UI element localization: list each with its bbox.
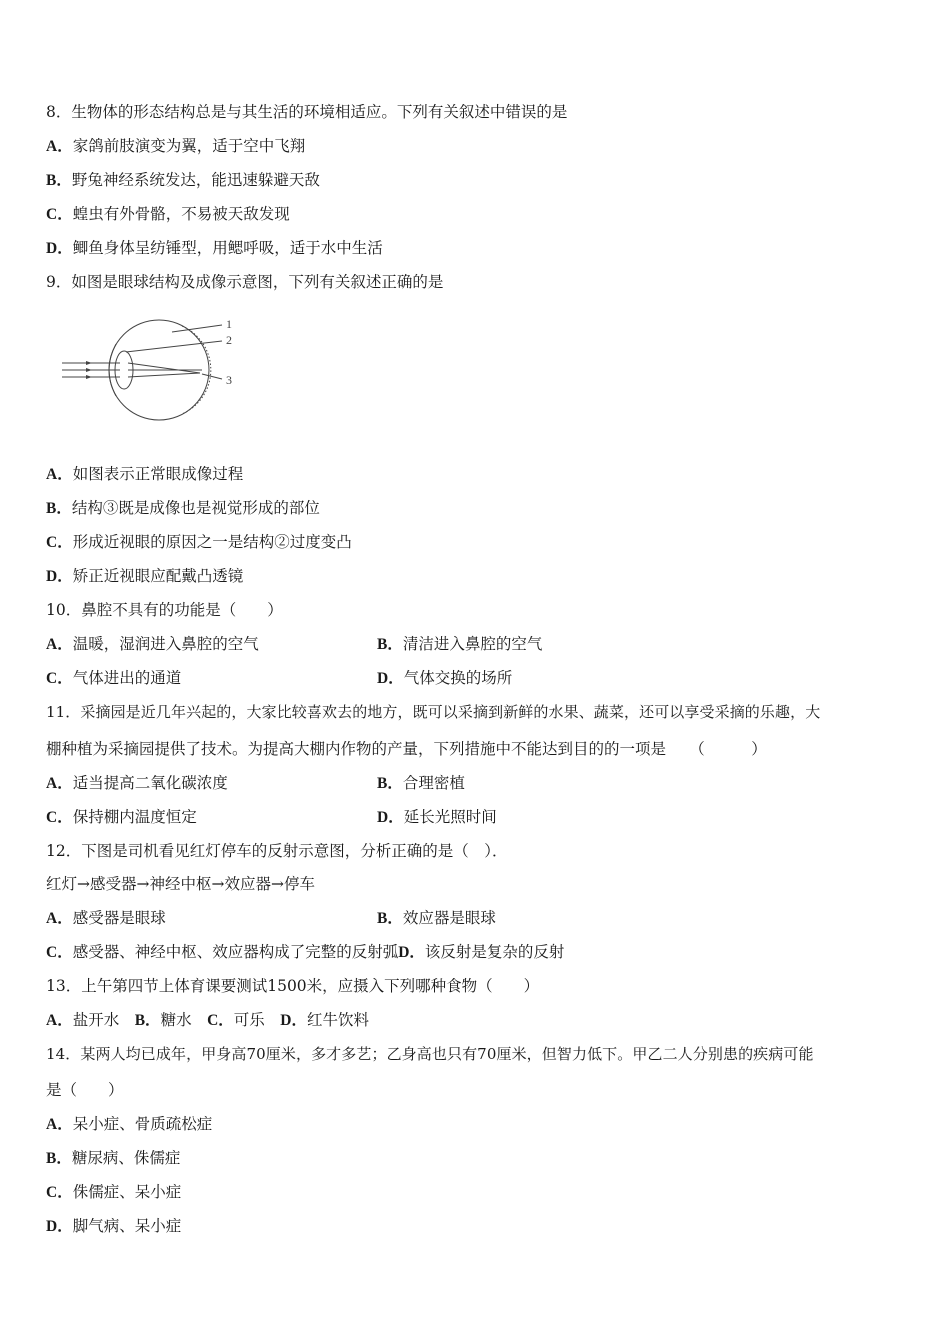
q8-option-a [46, 136, 305, 157]
option-text: 气体交换的场所 [403, 669, 513, 687]
option-text: 鲫鱼身体呈纺锤型，用鳃呼吸，适于水中生活 [72, 239, 383, 257]
figure-label-1: 1 [226, 317, 232, 331]
option-text: 气体进出的通道 [72, 669, 182, 687]
option-letter: C． [46, 1184, 73, 1201]
arrow-head [86, 368, 92, 372]
q9-option-b [46, 498, 320, 519]
option-text: 盐开水 [72, 1011, 135, 1029]
option-letter: D． [377, 809, 404, 826]
eye-diagram-figure [62, 312, 252, 424]
option-text: 保持棚内温度恒定 [72, 808, 197, 826]
option-letter: A． [46, 1116, 73, 1133]
q8-stem: 8．生物体的形态结构总是与其生活的环境相适应。下列有关叙述中错误的是 [46, 103, 568, 121]
option-text: 温暖，湿润进入鼻腔的空气 [72, 635, 259, 653]
option-letter: A． [46, 138, 73, 155]
option-text: 该反射是复杂的反射 [424, 943, 565, 961]
q10-option-a [46, 634, 259, 655]
option-letter: C． [46, 809, 73, 826]
option-letter: C． [46, 206, 73, 223]
option-text: 糖水 [160, 1011, 208, 1029]
option-letter: D． [46, 1218, 73, 1235]
option-letter: D． [46, 568, 73, 585]
option-letter: B． [377, 775, 403, 792]
figure-label-2: 2 [226, 333, 232, 347]
q9-option-a [46, 464, 243, 485]
q11-option-b [377, 773, 465, 794]
option-text: 呆小症、骨质疏松症 [72, 1115, 213, 1133]
option-letter: C． [46, 944, 73, 961]
converging-ray-bottom [128, 373, 200, 377]
option-text: 适当提高二氧化碳浓度 [72, 774, 228, 792]
q14-option-c [46, 1182, 181, 1203]
option-letter: A． [46, 466, 73, 483]
option-letter: D． [280, 1012, 307, 1029]
q12-option-b [377, 908, 496, 929]
q8-option-d [46, 238, 383, 259]
arrow-head [86, 361, 92, 365]
option-letter: D． [398, 944, 425, 961]
option-text: 野兔神经系统发达，能迅速躲避天敌 [71, 171, 320, 189]
option-letter: C． [46, 670, 73, 687]
leader-line-3 [202, 374, 222, 379]
option-text: 感受器、神经中枢、效应器构成了完整的反射弧 [72, 943, 399, 961]
option-letter: D． [46, 240, 73, 257]
option-text: 家鸽前肢演变为翼，适于空中飞翔 [72, 137, 306, 155]
option-letter: B． [46, 500, 72, 517]
q11-option-d [377, 807, 497, 828]
q10-option-d [377, 668, 512, 689]
option-letter: B． [134, 1012, 161, 1029]
option-text: 侏儒症、呆小症 [72, 1183, 182, 1201]
option-text: 延长光照时间 [403, 808, 497, 826]
option-letter: A． [46, 1012, 73, 1029]
q12-option-a [46, 908, 166, 929]
leader-line-1 [172, 325, 222, 332]
option-letter: A． [46, 910, 73, 927]
q14-option-d [46, 1216, 181, 1237]
q9-option-d [46, 566, 243, 587]
option-letter: B． [46, 172, 72, 189]
option-text: 清洁进入鼻腔的空气 [402, 635, 543, 653]
q8-option-b [46, 170, 320, 191]
q13-stem: 13．上午第四节上体育课要测试1500米，应摄入下列哪种食物（ ） [46, 977, 540, 995]
q14-stem-line1: 14．某两人均已成年，甲身高70厘米，多才多艺；乙身高也只有70厘米，但智力低下。甲乙二人分别患的疾病可能 [46, 1045, 814, 1063]
option-text: 矫正近视眼应配戴凸透镜 [72, 567, 244, 585]
option-text: 感受器是眼球 [72, 909, 166, 927]
q14-option-a [46, 1114, 212, 1135]
option-text: 形成近视眼的原因之一是结构②过度变凸 [72, 533, 352, 551]
q12-stem: 12．下图是司机看见红灯停车的反射示意图，分析正确的是（ ）． [46, 842, 508, 860]
q10-stem: 10．鼻腔不具有的功能是（ ） [46, 601, 283, 619]
figure-label-3: 3 [226, 373, 232, 387]
q11-stem-line1: 11．采摘园是近几年兴起的，大家比较喜欢去的地方，既可以采摘到新鲜的水果、蔬菜，还可以享受采摘的乐趣，大 [46, 703, 821, 721]
q9-stem: 9．如图是眼球结构及成像示意图，下列有关叙述正确的是 [46, 273, 444, 291]
q14-option-b [46, 1148, 180, 1169]
option-letter: A． [46, 636, 73, 653]
option-letter: B． [377, 636, 403, 653]
arrow-head [86, 375, 92, 379]
q11-stem-line2: 棚种植为采摘园提供了技术。为提高大棚内作物的产量，下列措施中不能达到目的的一项是 （ ） [46, 740, 767, 758]
option-letter: B． [46, 1150, 72, 1167]
option-text: 脚气病、呆小症 [72, 1217, 182, 1235]
leader-line-2 [126, 341, 222, 352]
option-letter: D． [377, 670, 404, 687]
option-text: 效应器是眼球 [402, 909, 496, 927]
option-text: 糖尿病、侏儒症 [71, 1149, 181, 1167]
option-text: 可乐 [233, 1011, 281, 1029]
q13-options-row [46, 1010, 369, 1031]
option-text: 红牛饮料 [307, 1011, 370, 1029]
option-text: 结构③既是成像也是视觉形成的部位 [71, 499, 320, 517]
q10-option-b [377, 634, 542, 655]
q10-option-c [46, 668, 181, 689]
q11-option-c [46, 807, 197, 828]
option-letter: B． [377, 910, 403, 927]
option-text: 蝗虫有外骨骼，不易被天敌发现 [72, 205, 290, 223]
option-letter: A． [46, 775, 73, 792]
q12-option-cd-row [46, 942, 564, 963]
option-text: 如图表示正常眼成像过程 [72, 465, 244, 483]
q14-stem-line2: 是（ ） [46, 1081, 124, 1099]
option-letter: C． [46, 534, 73, 551]
q8-option-c [46, 204, 290, 225]
q12-flow: 红灯→感受器→神经中枢→效应器→停车 [46, 875, 315, 893]
q11-option-a [46, 773, 228, 794]
option-letter: C． [207, 1012, 234, 1029]
converging-ray-top [128, 363, 200, 373]
q9-option-c [46, 532, 352, 553]
option-text: 合理密植 [402, 774, 465, 792]
